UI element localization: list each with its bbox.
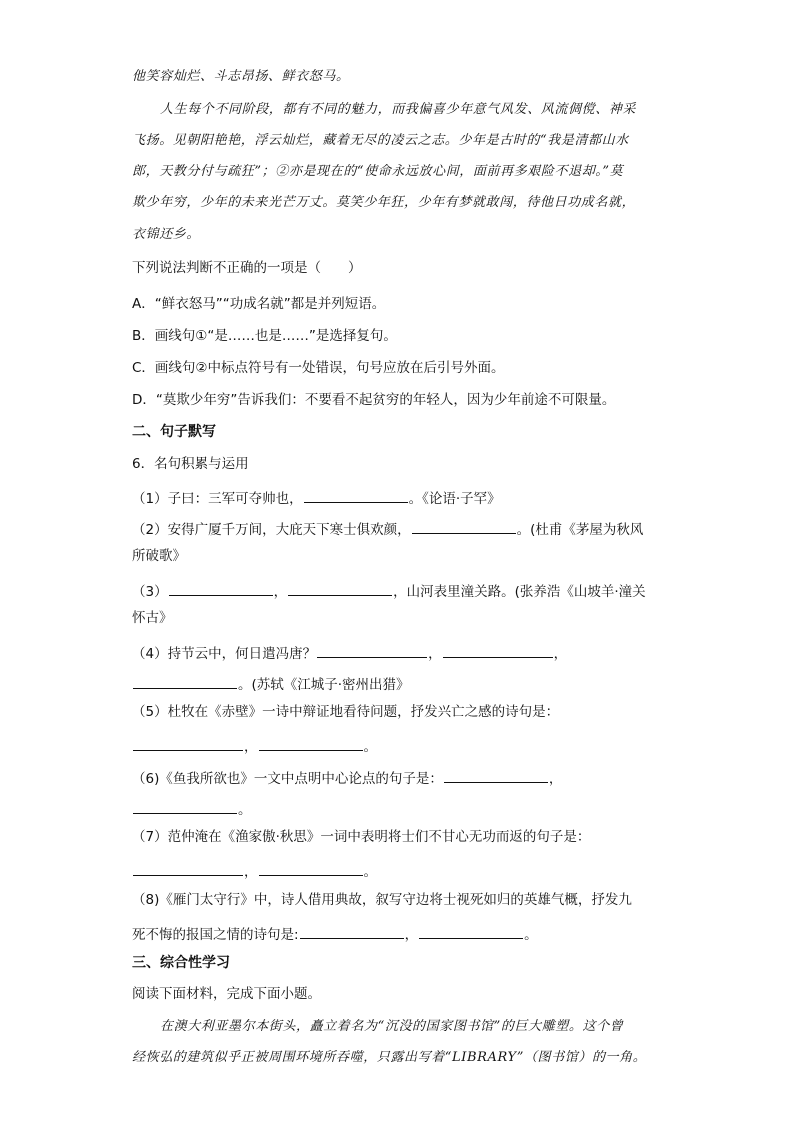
- item-8-answers: [132, 925, 538, 943]
- item-4: [132, 644, 567, 662]
- passage-line: 飞扬。见朝阳艳艳，浮云灿烂，藏着无尽的凌云之志。少年是古时的“我是清都山水: [132, 133, 629, 148]
- option-b: B．画线句①“是……也是……”是选择复句。: [132, 328, 397, 344]
- material-line: 经恢弘的建筑似乎正被周围环境所吞噬，只露出写着“LIBRARY”（图书馆）的一角。: [132, 1050, 647, 1065]
- option-c: C．画线句②中标点符号有一处错误，句号应放在后引号外面。: [132, 360, 505, 376]
- item-text: 。: [238, 802, 252, 818]
- item-5: （5）杜牧在《赤壁》一诗中辩证地看待问题，抒发兴亡之感的诗句是：: [132, 704, 560, 720]
- item-text: ，: [553, 646, 568, 662]
- answer-blank[interactable]: [259, 862, 363, 876]
- item-8: （8)《雁门太守行》中，诗人借用典故，叙写守边将士视死如归的英雄气概，抒发九: [132, 892, 632, 908]
- item-text: 。: [363, 864, 377, 880]
- item-text: ，山河表里潼关路。(张养浩《山坡羊·潼关: [393, 584, 646, 600]
- answer-blank[interactable]: [259, 737, 363, 751]
- item-text: 死不悔的报国之情的诗句是:: [132, 927, 299, 943]
- answer-blank[interactable]: [133, 737, 243, 751]
- item-2: [132, 520, 643, 538]
- item-text: ，: [244, 739, 258, 755]
- item-text: ，: [428, 646, 442, 662]
- item-7: （7）范仲淹在《渔家傲·秋思》一词中表明将士们不甘心无功而返的句子是：: [132, 829, 591, 845]
- item-text: ，: [244, 864, 258, 880]
- item-text: ，: [548, 771, 563, 787]
- answer-blank[interactable]: [133, 862, 243, 876]
- item-text: 。(杜甫《茅屋为秋风: [516, 522, 644, 538]
- item-6: [132, 769, 562, 787]
- answer-blank[interactable]: [288, 582, 392, 596]
- answer-blank[interactable]: [133, 675, 237, 689]
- item-5-answers: [132, 737, 377, 755]
- item-text: （3）: [132, 584, 168, 600]
- item-2-cont: 所破歌》: [132, 548, 186, 564]
- item-1: [132, 489, 501, 507]
- instruction: 阅读下面材料，完成下面小题。: [132, 986, 321, 1002]
- answer-blank[interactable]: [419, 925, 523, 939]
- item-text: 。: [363, 739, 377, 755]
- section-heading: 三、综合性学习: [132, 955, 230, 971]
- answer-blank[interactable]: [300, 925, 404, 939]
- passage-line: 欺少年穷，少年的未来光芒万丈。莫笑少年狂，少年有梦就敢闯，待他日功成名就，: [132, 195, 636, 210]
- item-4-cont: [132, 675, 410, 693]
- question-title: 6．名句积累与运用: [132, 456, 249, 472]
- answer-blank[interactable]: [304, 489, 408, 503]
- item-3-cont: 怀古》: [132, 610, 173, 626]
- answer-blank[interactable]: [317, 644, 427, 658]
- item-text: ，: [404, 927, 419, 943]
- item-text: 。(苏轼《江城子·密州出猎》: [238, 677, 410, 693]
- item-text: （1）子曰：三军可夺帅也，: [132, 491, 303, 507]
- passage-line: 他笑容灿烂、斗志昂扬、鲜衣怒马。: [132, 69, 350, 84]
- item-6-answers: [132, 800, 252, 818]
- item-3: [132, 582, 646, 600]
- passage-line: 人生每个不同阶段，都有不同的魅力，而我偏喜少年意气风发、风流倜傥、神采: [160, 102, 637, 117]
- option-a: A．“鲜衣怒马”“功成名就”都是并列短语。: [132, 296, 386, 312]
- item-text: （2）安得广厦千万间，大庇天下寒士俱欢颜，: [132, 522, 411, 538]
- item-7-answers: [132, 862, 377, 880]
- option-d: D．“莫欺少年穷”告诉我们：不要看不起贫穷的年轻人，因为少年前途不可限量。: [132, 392, 616, 408]
- answer-blank[interactable]: [133, 800, 237, 814]
- material-line: 在澳大利亚墨尔本街头，矗立着名为“沉没的国家图书馆”的巨大雕塑。这个曾: [160, 1019, 624, 1034]
- item-text: （4）持节云中，何日遣冯唐？: [132, 646, 317, 662]
- section-heading: 二、句子默写: [132, 424, 216, 440]
- answer-blank[interactable]: [169, 582, 273, 596]
- answer-blank[interactable]: [412, 520, 516, 534]
- passage-line: 郎，天教分付与疏狂”；②亦是现在的“使命永远放心间，面前再多艰险不退却。”莫: [132, 164, 624, 179]
- item-text: ，: [273, 584, 288, 600]
- answer-blank[interactable]: [443, 644, 553, 658]
- passage-line: 衣锦还乡。: [132, 227, 201, 242]
- item-text: （6)《鱼我所欲也》一文中点明中心论点的句子是：: [132, 771, 443, 787]
- question-stem: 下列说法判断不正确的一项是（ ）: [132, 260, 362, 276]
- answer-blank[interactable]: [444, 769, 548, 783]
- item-text: 。: [524, 927, 538, 943]
- item-text: 。《论语·子罕》: [408, 491, 501, 507]
